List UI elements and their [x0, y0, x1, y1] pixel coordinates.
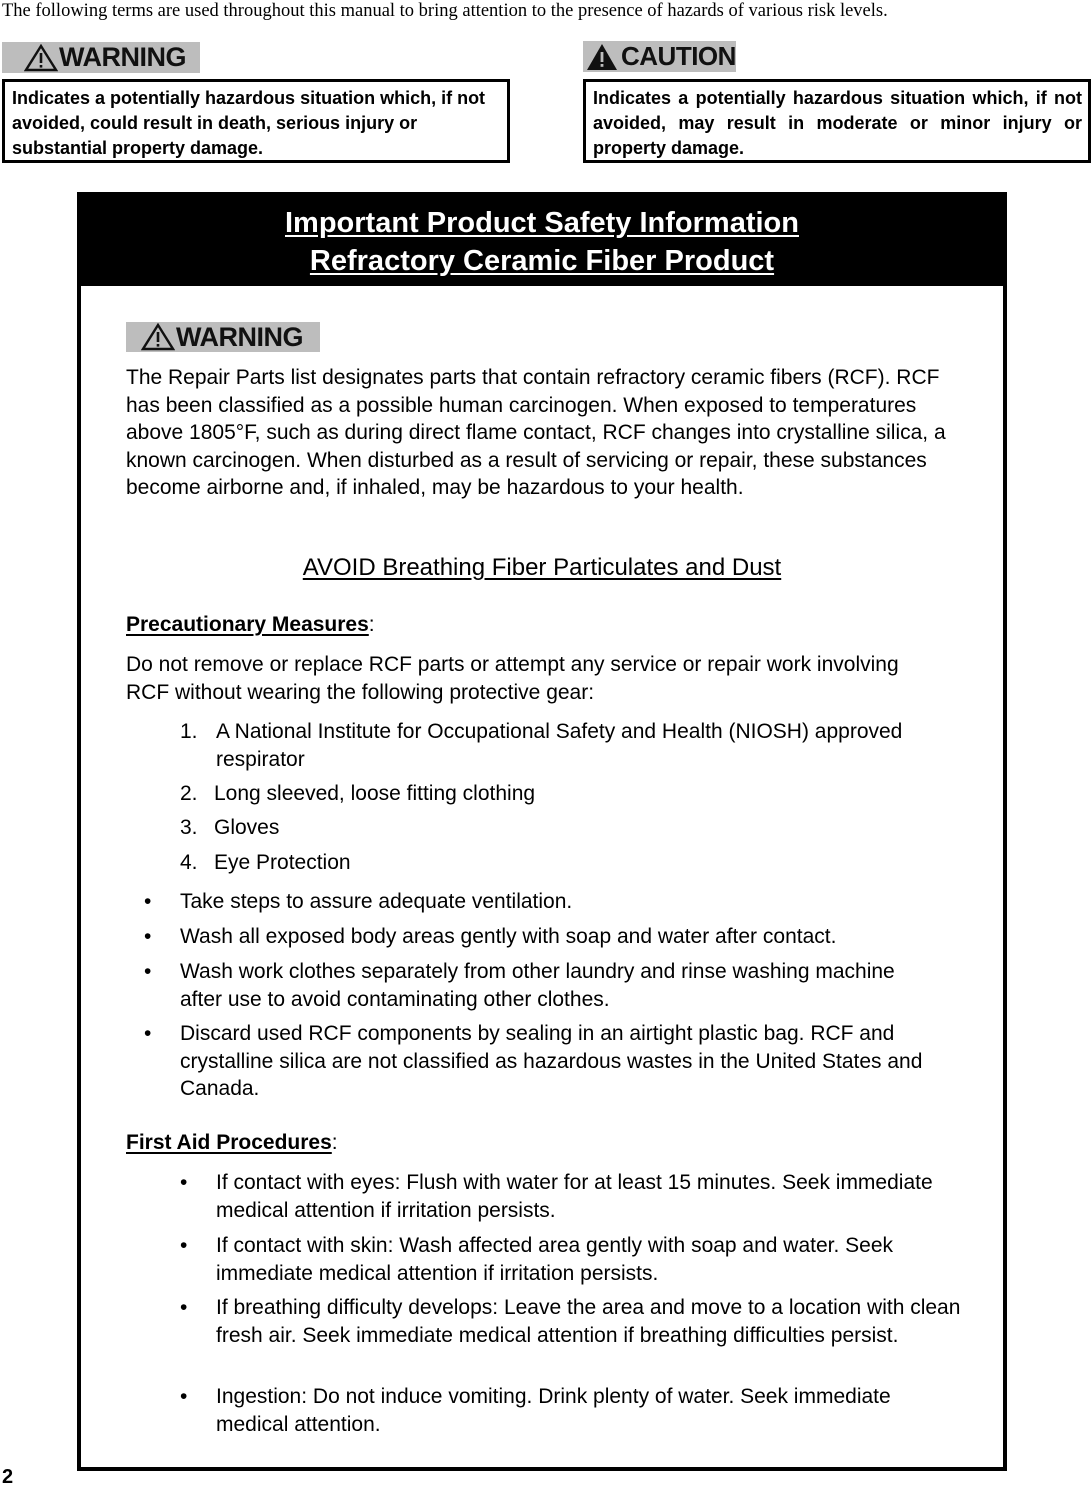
first-aid-colon: :	[331, 1131, 338, 1154]
first-aid-heading: First Aid Procedures	[126, 1131, 332, 1154]
measure-item: Wash all exposed body areas gently with soap and water after contact.	[180, 925, 837, 948]
panel-title-line1: Important Product Safety Information	[285, 207, 799, 239]
warning-signal-word	[2, 42, 200, 73]
gear-num: 1.	[180, 720, 198, 743]
gear-item: A National Institute for Occupational Safety and Health (NIOSH) approved respirator	[216, 720, 903, 771]
gear-item: Long sleeved, loose fitting clothing	[214, 782, 536, 805]
warning-label: WARNING	[59, 42, 186, 72]
bullet: •	[144, 925, 152, 948]
measure-item: Wash work clothes separately from other laundry and rinse washing machine after use to avoid contaminating other clothes.	[180, 960, 895, 1011]
first-aid-item: Ingestion: Do not induce vomiting. Drink plenty of water. Seek immediate medical attention.	[216, 1385, 891, 1436]
gear-num: 2.	[180, 782, 198, 805]
bullet: •	[180, 1171, 188, 1194]
bullet: •	[180, 1234, 188, 1257]
gear-item: Eye Protection	[214, 851, 351, 874]
intro-text: The following terms are used throughout this manual to bring attention to the presence of hazards of various risk levels.	[2, 1, 888, 21]
gear-num: 3.	[180, 816, 198, 839]
gear-num: 4.	[180, 851, 198, 874]
bullet: •	[144, 960, 152, 983]
first-aid-item: If contact with skin: Wash affected area gently with soap and water. Seek immediate medical attention if irritation persists.	[216, 1234, 894, 1285]
warning-triangle-icon	[141, 323, 175, 351]
bullet: •	[144, 890, 152, 913]
measure-item: Discard used RCF components by sealing in an airtight plastic bag. RCF and crystalline silica are not classified as hazardous wastes in the United States and Canada.	[180, 1022, 923, 1100]
bullet: •	[180, 1296, 188, 1319]
first-aid-item: If contact with eyes: Flush with water for at least 15 minutes. Seek immediate medical attention if irritation persists.	[216, 1171, 933, 1222]
precaution-colon: :	[368, 613, 375, 636]
warning-triangle-icon	[24, 44, 58, 72]
avoid-heading: AVOID Breathing Fiber Particulates and Dust	[302, 554, 782, 581]
caution-definition-box: Indicates a potentially hazardous situation which, if not avoided, may result in moderate or minor injury or property damage.	[583, 79, 1091, 163]
bullet: •	[180, 1385, 188, 1408]
first-aid-item: If breathing difficulty develops: Leave the area and move to a location with clean fresh air. Seek immediate medical attention if breathing difficulties persist.	[216, 1296, 961, 1347]
measure-item: Take steps to assure adequate ventilation.	[180, 890, 573, 913]
panel-header	[81, 196, 1003, 286]
gear-item: Gloves	[214, 816, 280, 839]
warning-definition-box: Indicates a potentially hazardous situation which, if not avoided, could result in death, serious injury or substantial property damage.	[2, 79, 510, 163]
warning-label: WARNING	[176, 321, 303, 352]
panel-title-line2: Refractory Ceramic Fiber Product	[309, 245, 775, 277]
page-number: 2	[2, 1466, 14, 1488]
caution-triangle-icon	[586, 43, 618, 71]
bullet: •	[144, 1022, 152, 1045]
rcf-warning-text: The Repair Parts list designates parts that contain refractory ceramic fibers (RCF). RCF has been classified as a possible human carcinogen. When exposed to temperatures above 1805°F, such as during direct flame contact, RCF changes into crystalline silica, a known carcinogen. When disturbed as a result of servicing or repair, these substances become airborne and, if inhaled, may be hazardous to your health.	[126, 366, 946, 499]
caution-signal-word	[583, 41, 736, 72]
rcf-warning-signal-word	[126, 322, 320, 352]
precaution-heading: Precautionary Measures	[126, 613, 369, 636]
precaution-intro: Do not remove or replace RCF parts or attempt any service or repair work involving RCF without wearing the following protective gear:	[126, 653, 899, 704]
caution-label: CAUTION	[621, 41, 736, 71]
